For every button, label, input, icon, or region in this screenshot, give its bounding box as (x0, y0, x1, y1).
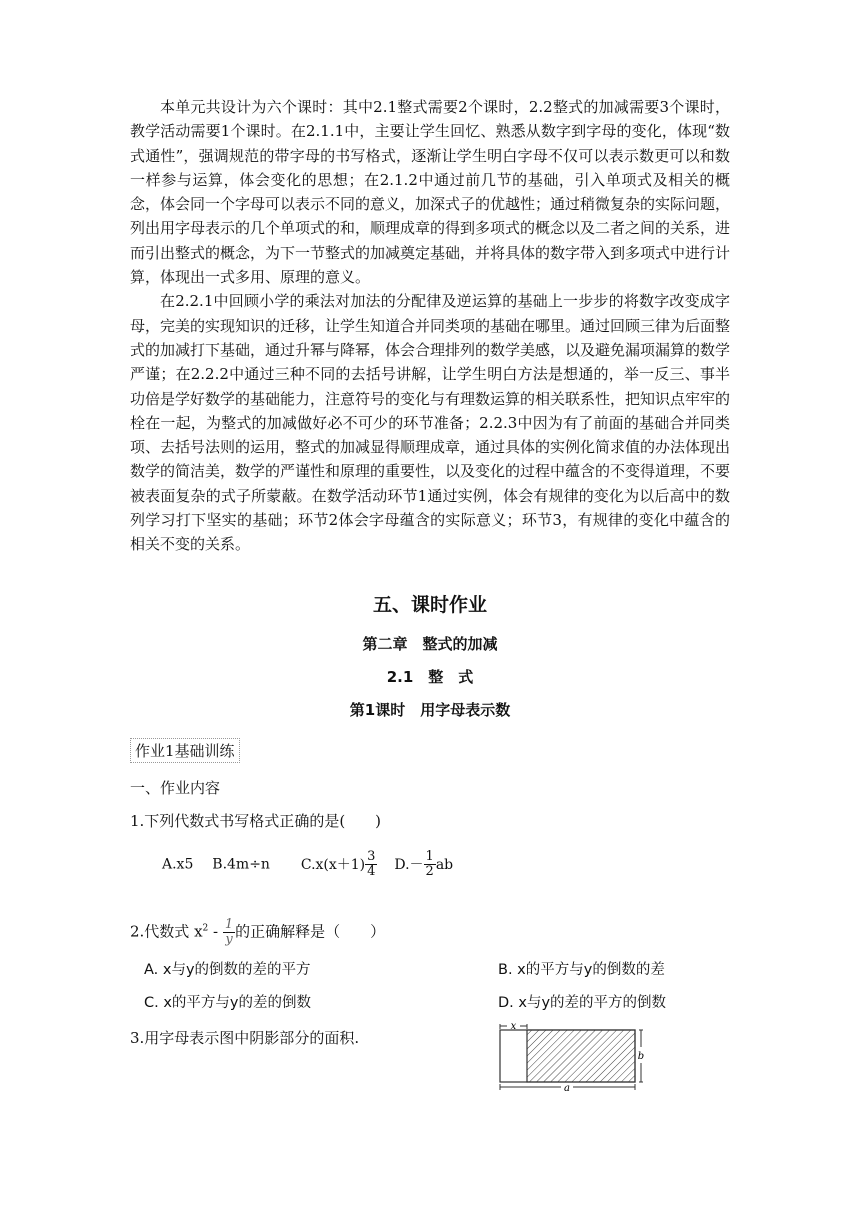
shaded-rectangle-figure (495, 1017, 655, 1097)
q1-option-b: B.4m÷n (212, 856, 270, 873)
label-x: x (510, 1021, 517, 1032)
q2-option-c: C. x的平方与y的差的倒数 (144, 995, 312, 1011)
content-label: 一、作业内容 (130, 779, 221, 797)
label-a: a (564, 1083, 570, 1094)
q1-option-c: C.x(x＋1) $\frac{3}{4}$ (300, 849, 376, 879)
paragraph-2: 在2.2.1中回顾小学的乘法对加法的分配律及逆运算的基础上一步步的将数字改变成字母，完美的实现知识的迁移，让学生知道合并同类项的基础在哪里。通过回顾三律为后面整式的加减打下基础，通过升幂与降幂，体会合理排列的数学美感，以及避免漏项漏算的数学严谨；在2.2.2中通过三种不同的去括号讲解，让学生明白方法是想通的，举一反三、事半功倍是学好数学的基础能力，注意符号的变化与有理数运算的相关联系性，把知识点牢牢的栓在一起，为整式的加减做好必不可少的环节准备；2.2.3中因为有了前面的基础合并同类项、去括号法则的运用，整式的加减显得顺理成章，通过具体的实例化简求值的办法体现出数学的简洁美，数学的严谨性和原理的重要性，以及变化的过程中蕴含的不变得道理，不要被表面复杂的式子所蒙蔽。在数学活动环节1通过实例，体会有规律的变化为以后高中的数列学习打下坚实的基础；环节2体会字母蕴含的实际意义；环节3，有规律的变化中蕴含的相关不变的关系。 (130, 292, 731, 554)
question-1-stem: 1.下列代数式书写格式正确的是( ) (130, 812, 382, 830)
q2-fraction: $\frac{1}{y}$ (224, 917, 234, 947)
lesson-title: 2.1 整 式 (386, 668, 474, 686)
q2-option-b: B. x的平方与y的倒数的差 (498, 962, 665, 978)
homework-label: 作业1基础训练 (130, 738, 240, 763)
chapter-title: 第二章 整式的加减 (362, 635, 498, 653)
q1-option-d: D.－ $\frac{1}{2}$ ab (394, 849, 454, 879)
label-b: b (637, 1051, 645, 1062)
q2-option-a: A. x与y的倒数的差的平方 (144, 962, 311, 978)
homework-label-box (130, 738, 240, 763)
q1-d-fraction: $\frac{1}{2}$ (425, 849, 434, 879)
q1-c-fraction: $\frac{3}{4}$ (367, 849, 376, 879)
section-title: 五、课时作业 (372, 594, 487, 616)
paragraph-1: 本单元共设计为六个课时：其中2.1整式需要2个课时，2.2整式的加减需要3个课时，教学活动需要1个课时。在2.1.1中，主要让学生回忆、熟悉从数字到字母的变化，体现“数式通性”，强调规范的带字母的书写格式，逐渐让学生明白字母不仅可以表示数更可以和数一样参与运算，体会变化的思想；在2.1.2中通过前几节的基础，引入单项式及相关的概念，体会同一个字母可以表示不同的意义，加深式子的优越性；通过稍微复杂的实际问题，列出用字母表示的几个单项式的和，顺理成章的得到多项式的概念以及二者之间的关系，进而引出整式的概念，为下一节整式的加减奠定基础，并将具体的数字带入到多项式中进行计算，体现出一式多用、原理的意义。 (130, 98, 731, 287)
q1-option-a: A.x5 (162, 856, 194, 873)
question-1-options (162, 850, 453, 879)
question-2-stem: 2.代数式 $x^2$ - $\frac{1}{y}$ 的正确解释是（ ） (130, 917, 386, 947)
intro-text (130, 95, 730, 557)
q2-option-d: D. x与y的差的平方的倒数 (498, 995, 667, 1011)
period-title: 第1课时 用字母表示数 (349, 701, 511, 719)
question-3-stem: 3.用字母表示图中阴影部分的面积. (130, 1029, 360, 1047)
